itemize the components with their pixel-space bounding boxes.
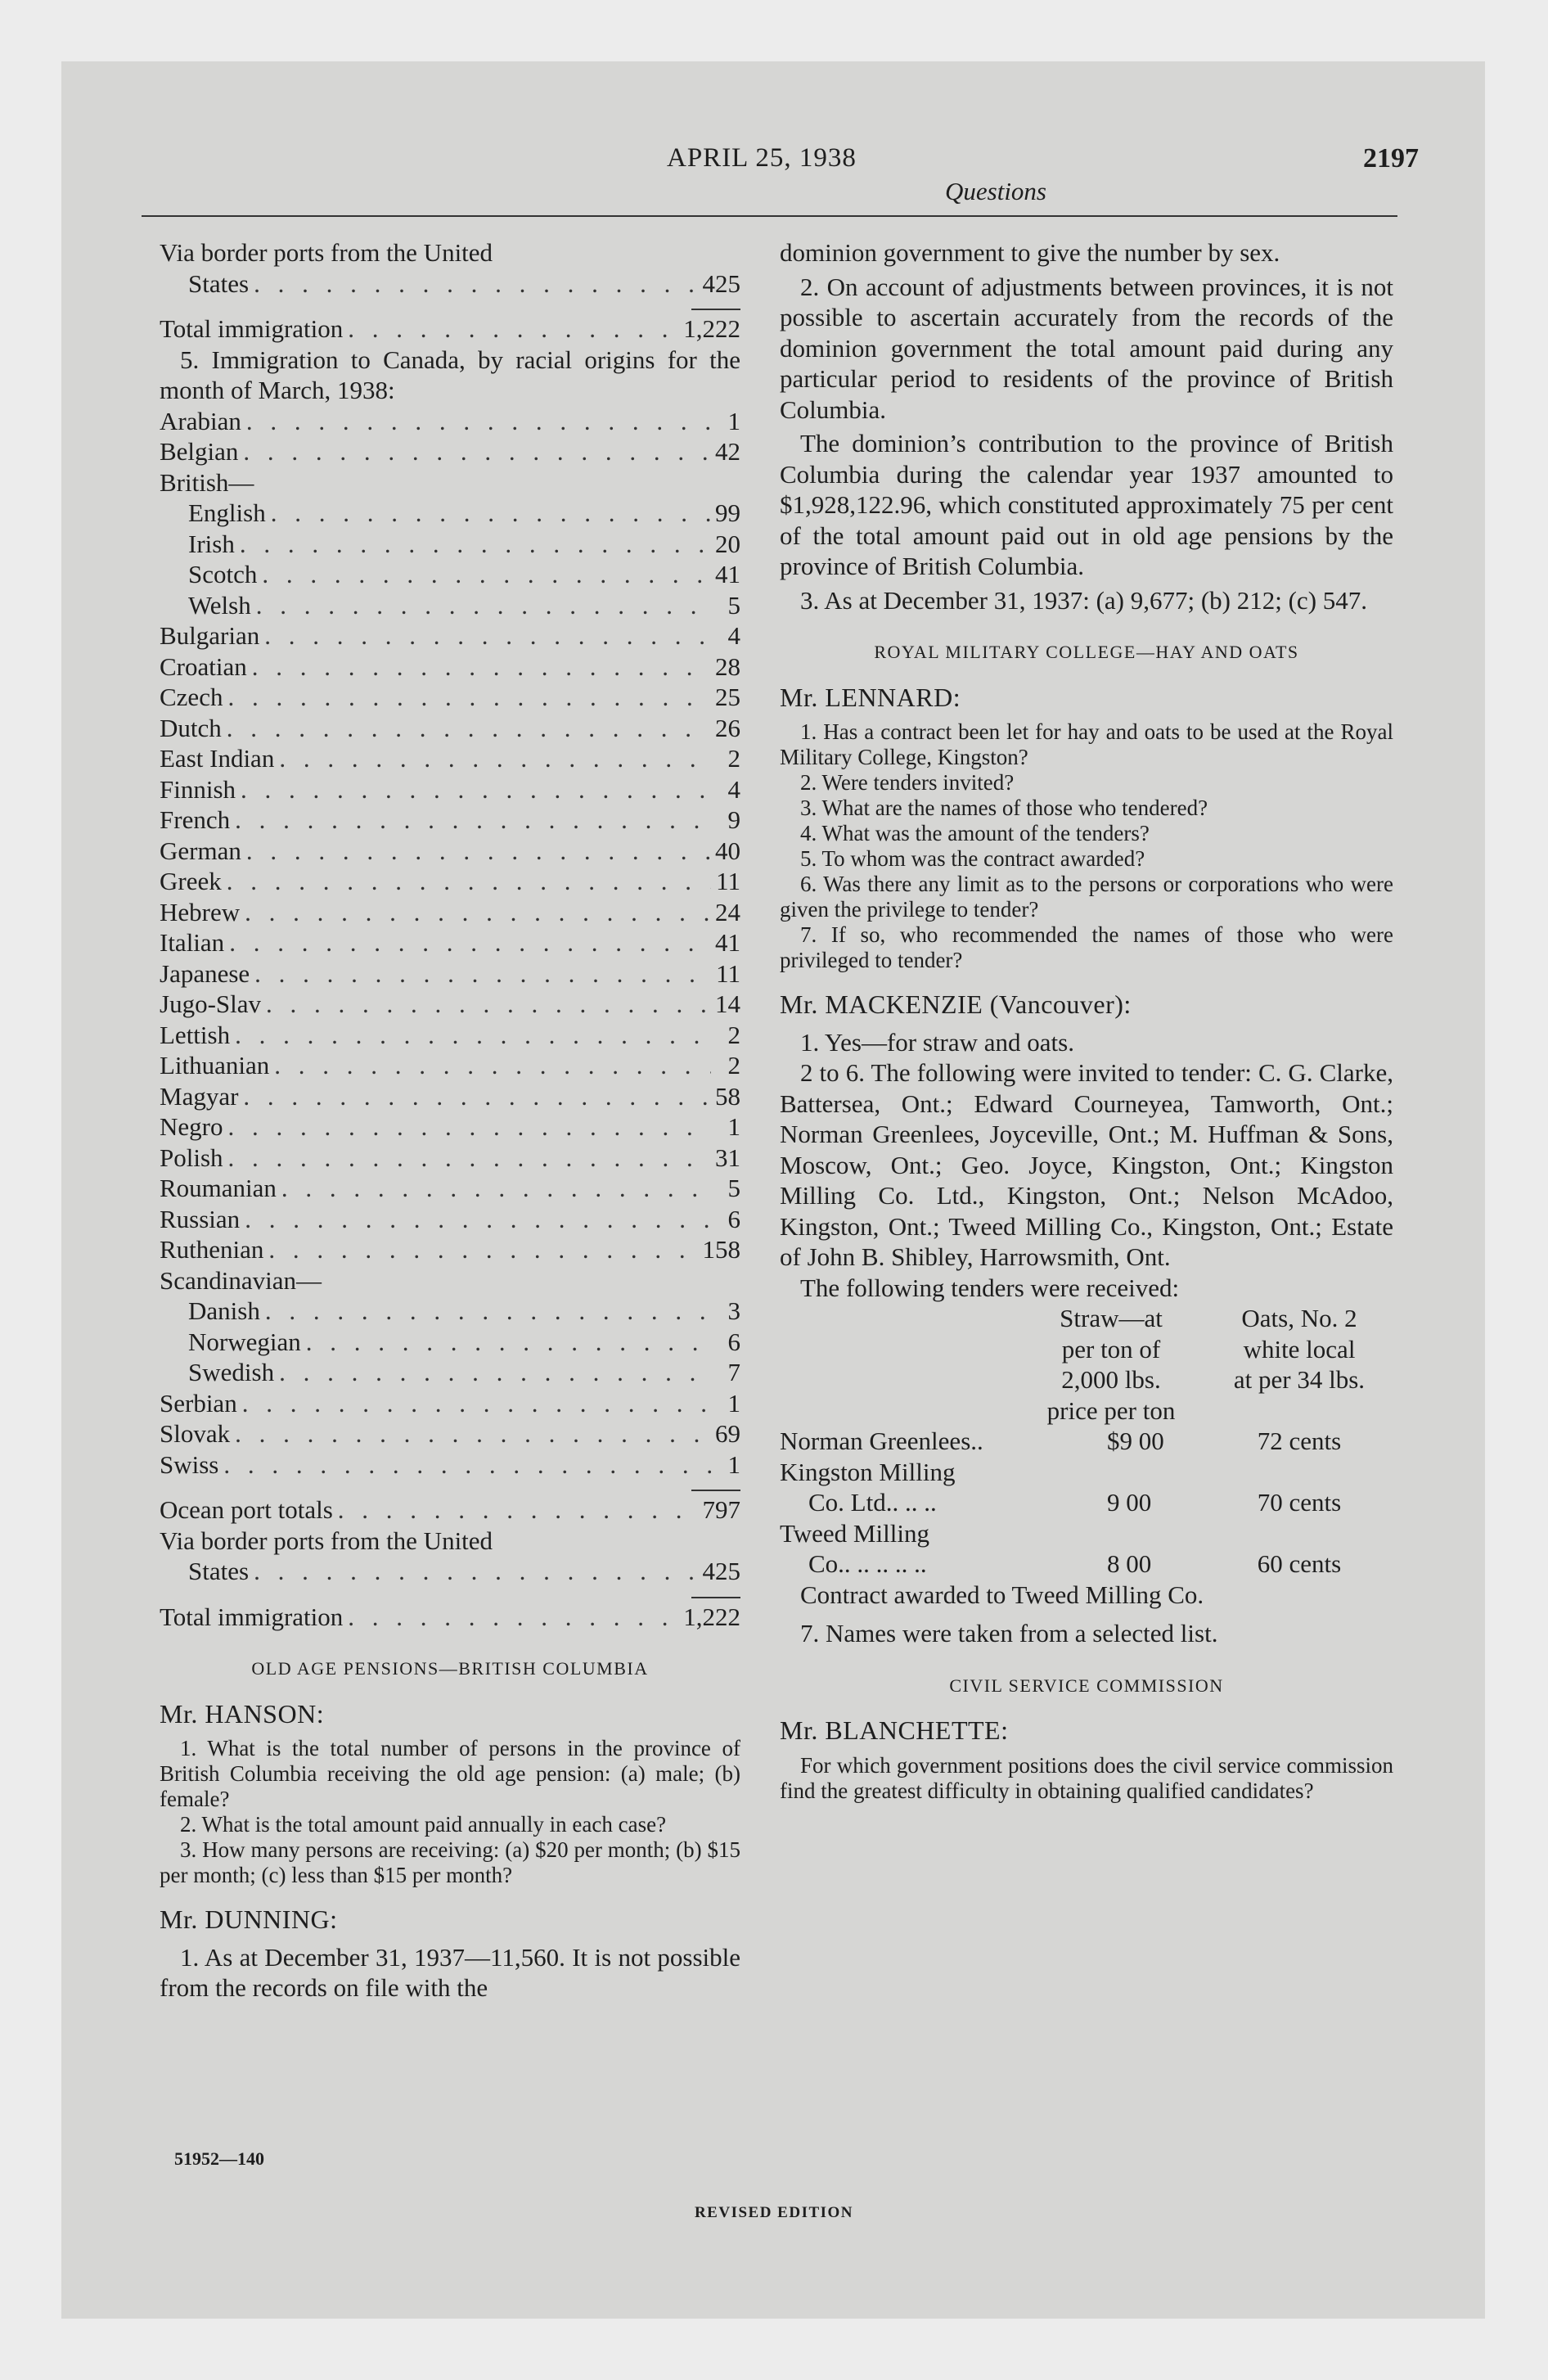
origin-row	[160, 620, 740, 651]
origin-row	[188, 1357, 740, 1388]
origin-label: Belgian	[160, 437, 239, 466]
oats-price: 70 cents	[1257, 1488, 1342, 1517]
origin-row	[160, 958, 740, 989]
origin-row	[160, 1173, 740, 1204]
lennard-question-1: 1. Has a contract been let for hay and oats to be used at the Royal Military College, Kingston?	[780, 719, 1393, 769]
oats-price: 60 cents	[1257, 1549, 1342, 1578]
origin-count: 2	[727, 744, 740, 773]
origin-label: Slovak	[160, 1419, 231, 1448]
answer-3: 3. As at December 31, 1937: (a) 9,677; (b) 212; (c) 547.	[800, 585, 1368, 615]
origin-row	[160, 989, 740, 1020]
tenderer-name: Kingston Milling	[780, 1457, 956, 1486]
origin-row	[188, 1327, 740, 1358]
origin-row	[160, 1234, 740, 1265]
origin-label: Croatian	[160, 651, 247, 681]
origin-count: 5	[727, 590, 740, 620]
origin-label: Hebrew	[160, 897, 241, 926]
origin-label: Bulgarian	[160, 621, 260, 650]
origin-count: 31	[715, 1143, 740, 1172]
straw-price: $9 00	[1107, 1427, 1164, 1455]
origin-count: 25	[715, 683, 740, 711]
tenders-table-body	[780, 1426, 1393, 1580]
table-row	[780, 1487, 1393, 1518]
origin-row	[160, 927, 740, 958]
lennard-question-6: 6. Was there any limit as to the persons or corporations who were given the privilege to tender?	[780, 872, 1393, 922]
origin-count: 158	[702, 1235, 740, 1264]
origin-count: 40	[715, 836, 740, 865]
lennard-question-4: 4. What was the amount of the tenders?	[800, 821, 1150, 845]
mackenzie-answer-2: 2 to 6. The following were invited to tender: C. G. Clarke, Battersea, Ont.; Edward Courneyea, Tamworth, Ont.; Norman Greenlees, Joyceville, Ont.; M. Huffman & Sons, Moscow, Ont.; Geo. Joyce, Kingston, Ont.; Kingston Milling Co. Ltd., Kingston, Ont.; Nelson McAdoo, Kingston, Ont.; Tweed Milling Co., Kingston, Ont.; Estate of John B. Shibley, Harrowsmith, Ont.	[780, 1058, 1393, 1271]
origin-row	[160, 406, 740, 437]
origin-count: 41	[715, 560, 740, 588]
right-column	[780, 237, 1393, 1804]
origin-row	[160, 1111, 740, 1143]
origin-count: 1	[727, 1388, 740, 1418]
origin-label: Roumanian	[160, 1174, 277, 1202]
origins-list	[160, 406, 740, 467]
csc-heading: CIVIL SERVICE COMMISSION	[949, 1675, 1224, 1696]
sum-rule	[691, 1490, 740, 1491]
origin-label: German	[160, 836, 241, 865]
origin-label: Czech	[160, 683, 223, 711]
british-list	[160, 498, 740, 620]
table-row	[780, 1457, 1393, 1488]
origin-label: Lithuanian	[160, 1051, 270, 1080]
left-column	[160, 237, 740, 2004]
table-row	[780, 1426, 1393, 1457]
header-rule	[142, 215, 1397, 217]
origins-list-2	[160, 620, 740, 1265]
origin-row	[160, 1204, 740, 1235]
origin-label: Scotch	[188, 560, 258, 588]
straw-price: 9 00	[1107, 1488, 1152, 1517]
entry-value: 425	[702, 268, 740, 298]
oats-column-header	[1205, 1303, 1393, 1426]
origin-label: Italian	[160, 928, 225, 957]
origin-count: 9	[727, 805, 740, 834]
origin-row	[160, 1081, 740, 1112]
speaker-dunning: Mr. DUNNING:	[160, 1904, 338, 1934]
answer-2b: The dominion’s contribution to the province of British Columbia during the calendar year 1937 amounted to $1,928,122.96, which constituted approximately 75 per cent of the total amount paid out in old age pensions by the province of British Columbia.	[780, 429, 1393, 580]
header-line: white local	[1243, 1334, 1356, 1364]
origin-count: 11	[716, 867, 740, 895]
section-title: Questions	[945, 177, 1046, 205]
tenders-table-header	[780, 1303, 1393, 1426]
tenderer-name: Tweed Milling	[780, 1518, 929, 1548]
answer-continuation: dominion government to give the number by sex.	[780, 238, 1280, 267]
lennard-question-2: 2. Were tenders invited?	[800, 770, 1015, 795]
origin-row	[188, 529, 740, 560]
origin-row	[160, 436, 740, 467]
origin-count: 1	[727, 406, 740, 435]
origin-label: Japanese	[160, 958, 250, 988]
origin-label: Finnish	[160, 774, 236, 804]
origin-label: English	[188, 498, 266, 527]
lennard-question-3: 3. What are the names of those who tendered?	[800, 796, 1208, 820]
origin-label: Lettish	[160, 1020, 231, 1049]
scandinavian-list	[160, 1296, 740, 1388]
dunning-answer-1: 1. As at December 31, 1937—11,560. It is not possible from the records on file with the	[160, 1942, 740, 2002]
origin-row	[188, 559, 740, 590]
total-immigration-row: Total immigration . . . 1,222	[160, 313, 740, 345]
origin-count: 2	[727, 1020, 740, 1049]
origin-row	[160, 805, 740, 836]
origin-label: Swedish	[188, 1358, 275, 1386]
origin-count: 11	[716, 958, 740, 988]
origin-row	[160, 774, 740, 805]
print-code: 51952—140	[174, 2148, 264, 2169]
entry-label: States	[188, 268, 250, 298]
sum-rule	[691, 1597, 740, 1598]
border-ports-entry	[160, 237, 740, 299]
speaker-mackenzie: Mr. MACKENZIE (Vancouver):	[780, 989, 1132, 1019]
table-row	[780, 1518, 1393, 1549]
origin-count: 5	[727, 1174, 740, 1202]
edition-label: REVISED EDITION	[694, 2204, 854, 2221]
tenderer-name: Co. Ltd.. .. ..	[808, 1488, 937, 1517]
tenderer-name: Norman Greenlees..	[780, 1427, 983, 1455]
header-line: Oats, No. 2	[1241, 1304, 1357, 1332]
scandinavian-label: Scandinavian—	[160, 1265, 322, 1295]
origin-count: 1	[727, 1449, 740, 1479]
oats-price: 72 cents	[1257, 1427, 1342, 1455]
origin-count: 99	[715, 498, 740, 527]
origin-label: Serbian	[160, 1388, 237, 1418]
origin-label: Russian	[160, 1204, 241, 1233]
origin-label: French	[160, 805, 231, 834]
answer-2: 2. On account of adjustments between provinces, it is not possible to ascertain accurately from the records of the dominion government the total amount paid during any particular period to residents of the province of British Columbia.	[780, 272, 1393, 424]
blanchette-question: For which government positions does the civil service commission find the greatest difficulty in obtaining qualified candidates?	[780, 1752, 1393, 1803]
origin-count: 20	[715, 529, 740, 558]
origin-count: 3	[727, 1296, 740, 1325]
header-line: per ton of	[1061, 1334, 1161, 1364]
origin-row	[160, 743, 740, 774]
hanson-question-3: 3. How many persons are receiving: (a) $20 per month; (b) $15 per month; (c) less than $15 per month?	[160, 1837, 740, 1887]
origin-count: 6	[727, 1204, 740, 1233]
origin-label: East Indian	[160, 744, 275, 773]
origin-count: 41	[715, 928, 740, 957]
origin-row	[160, 836, 740, 867]
origin-label: Jugo-Slav	[160, 989, 261, 1018]
origin-row	[160, 1020, 740, 1051]
origin-count: 7	[727, 1358, 740, 1386]
ocean-port-row: Ocean port totals . . . 797	[160, 1494, 740, 1526]
origin-count: 4	[727, 621, 740, 650]
origins-list-3	[160, 1388, 740, 1481]
origin-label: Swiss	[160, 1449, 219, 1479]
origin-count: 14	[715, 989, 740, 1018]
speaker-lennard: Mr. LENNARD:	[780, 682, 961, 712]
origin-label: Irish	[188, 529, 235, 558]
origin-row	[188, 590, 740, 621]
origin-count: 2	[727, 1051, 740, 1080]
origin-label: Magyar	[160, 1081, 239, 1111]
origin-row	[160, 713, 740, 744]
origin-row	[160, 1449, 740, 1481]
origin-count: 6	[727, 1327, 740, 1356]
origin-row	[160, 1418, 740, 1449]
mackenzie-answer-1: 1. Yes—for straw and oats.	[800, 1027, 1074, 1057]
sum-rule	[691, 309, 740, 310]
origin-row	[160, 1143, 740, 1174]
british-label: British—	[160, 467, 254, 497]
mackenzie-answer-7: 7. Names were taken from a selected list.	[800, 1619, 1218, 1648]
origin-label: Ruthenian	[160, 1235, 264, 1264]
border-ports-entry-2: Via border ports from the United States . . . 425	[160, 1526, 740, 1587]
origin-row	[188, 1296, 740, 1327]
origin-count: 58	[715, 1081, 740, 1111]
total-immigration-row-2: Total immigration . . . 1,222	[160, 1602, 740, 1633]
tenders-table	[780, 1303, 1393, 1580]
origin-count: 28	[715, 651, 740, 681]
origin-row	[160, 682, 740, 713]
entry-label: Via border ports from the United	[160, 238, 493, 267]
origin-count: 69	[715, 1419, 740, 1448]
question-5-text: 5. Immigration to Canada, by racial origins for the month of March, 1938:	[160, 345, 740, 404]
contract-awarded: Contract awarded to Tweed Milling Co.	[800, 1580, 1204, 1609]
lennard-question-7: 7. If so, who recommended the names of those who were privileged to tender?	[780, 922, 1393, 972]
tenders-intro: The following tenders were received:	[800, 1273, 1180, 1302]
speaker-hanson: Mr. HANSON:	[160, 1698, 325, 1729]
header-line: price per ton	[1046, 1395, 1176, 1425]
origin-count: 42	[715, 437, 740, 466]
origin-row	[160, 897, 740, 928]
tenderer-name: Co.. .. .. .. ..	[808, 1549, 927, 1578]
oap-heading: OLD AGE PENSIONS—BRITISH COLUMBIA	[251, 1658, 649, 1679]
origin-count: 24	[715, 897, 740, 926]
origin-count: 26	[715, 713, 740, 742]
table-row	[780, 1548, 1393, 1580]
lennard-question-5: 5. To whom was the contract awarded?	[800, 846, 1145, 871]
origin-label: Polish	[160, 1143, 223, 1172]
straw-column-header	[1017, 1303, 1205, 1426]
origin-label: Negro	[160, 1112, 223, 1141]
origin-label: Danish	[188, 1296, 260, 1325]
origin-label: Greek	[160, 867, 222, 895]
origin-label: Welsh	[188, 590, 251, 620]
rmc-heading: ROYAL MILITARY COLLEGE—HAY AND OATS	[874, 642, 1299, 662]
speaker-blanchette: Mr. BLANCHETTE:	[780, 1715, 1009, 1745]
origin-label: Dutch	[160, 713, 222, 742]
origin-count: 4	[727, 774, 740, 804]
page-number: 2197	[1363, 143, 1419, 174]
origin-row	[160, 651, 740, 683]
header-line: at per 34 lbs.	[1233, 1365, 1366, 1394]
origin-label: Norwegian	[188, 1327, 301, 1356]
origin-row	[160, 866, 740, 897]
origin-row	[160, 1050, 740, 1081]
hanson-question-2: 2. What is the total amount paid annually in each case?	[180, 1812, 667, 1837]
hanson-question-1: 1. What is the total number of persons in the province of British Columbia receiving the old age pension: (a) male; (b) female?	[160, 1736, 740, 1811]
page-date: APRIL 25, 1938	[667, 143, 857, 173]
header-line: 2,000 lbs.	[1061, 1365, 1161, 1394]
straw-price: 8 00	[1107, 1549, 1152, 1578]
header-line: Straw—at	[1060, 1304, 1163, 1332]
origin-row	[160, 1388, 740, 1419]
origin-label: Arabian	[160, 406, 241, 435]
origin-row	[188, 498, 740, 529]
origin-count: 1	[727, 1112, 740, 1141]
